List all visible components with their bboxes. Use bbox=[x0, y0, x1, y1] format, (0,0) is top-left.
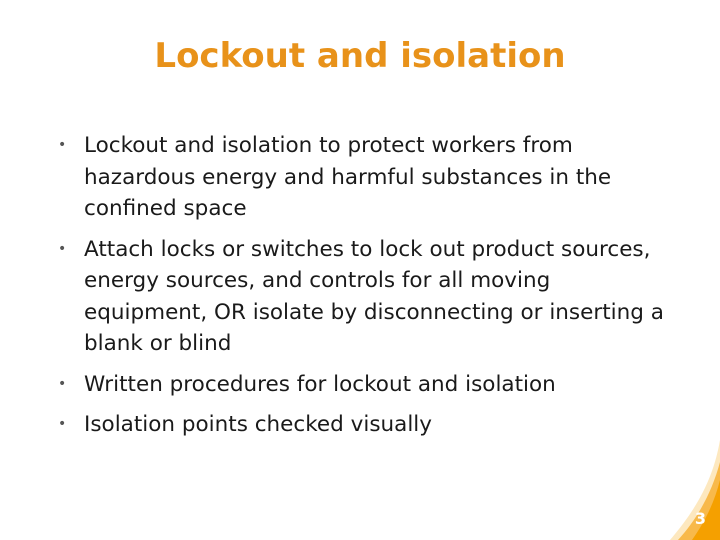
bullet-item bbox=[58, 409, 678, 441]
bullet-item bbox=[58, 369, 678, 401]
slide-title: Lockout and isolation bbox=[154, 36, 566, 76]
bullet-item bbox=[58, 234, 678, 360]
bullet-item bbox=[58, 130, 678, 225]
bullet-dot-icon: • bbox=[58, 137, 67, 153]
bullet-dot-icon: • bbox=[58, 375, 67, 392]
bullet-text: Written procedures for lockout and isolation bbox=[84, 371, 556, 397]
bullet-list bbox=[58, 130, 678, 450]
bullet-text: Isolation points checked visually bbox=[84, 412, 432, 437]
bullet-text: Attach locks or switches to lock out product sources, energy sources, and controls for all moving equipment, OR isolate by disconnecting or inserting a blank or blind bbox=[84, 236, 664, 356]
bullet-text: Lockout and isolation to protect workers from hazardous energy and harmful substances in the confined space bbox=[84, 133, 612, 221]
corner-swoosh-decoration bbox=[640, 380, 720, 540]
bullet-dot-icon: • bbox=[58, 416, 67, 432]
page-number: 3 bbox=[694, 509, 706, 528]
bullet-dot-icon: • bbox=[58, 240, 67, 257]
